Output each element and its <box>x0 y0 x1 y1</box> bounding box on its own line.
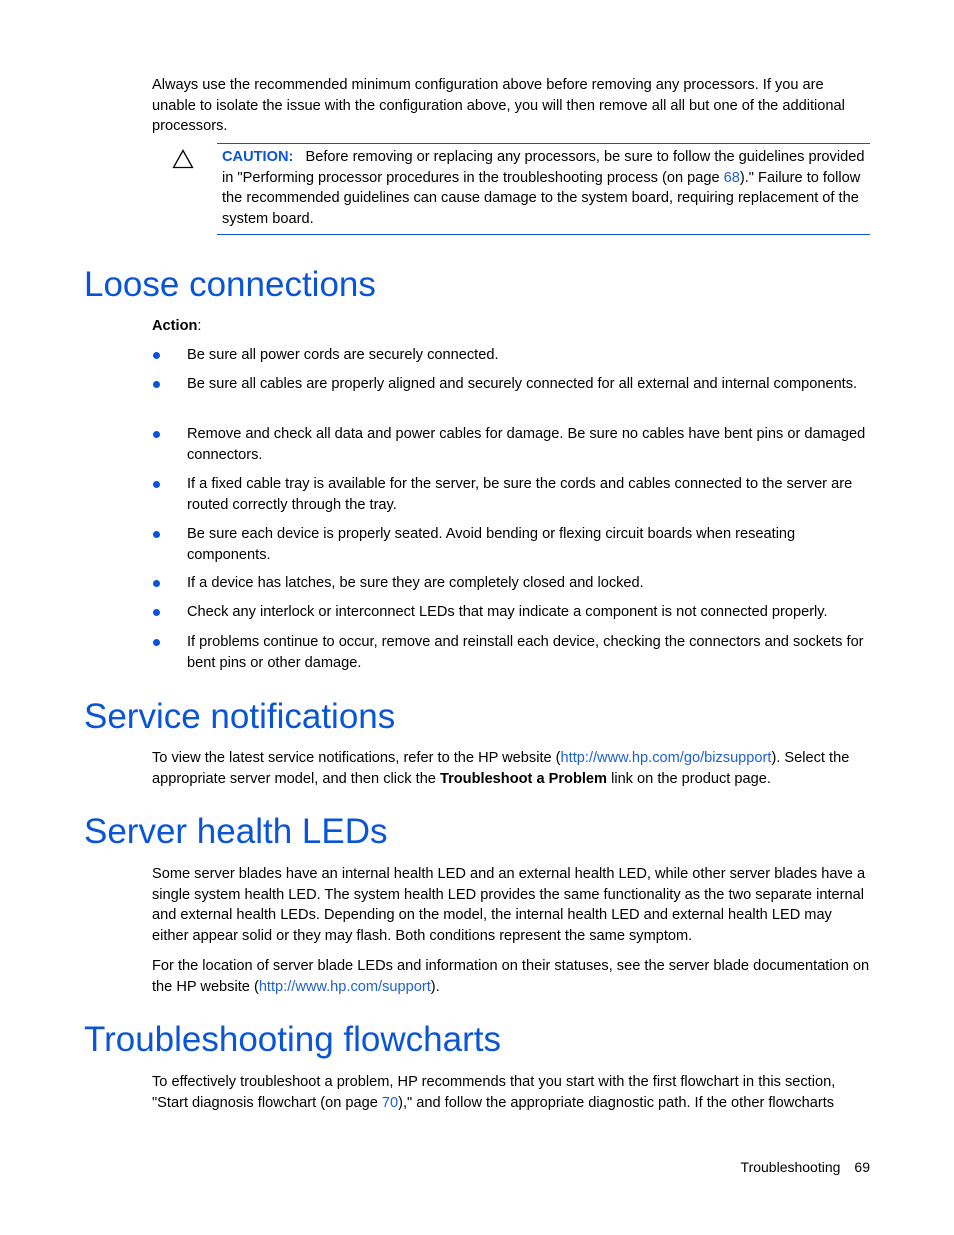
list-item-text: Check any interlock or interconnect LEDs that may indicate a component is not connected properly. <box>187 604 828 620</box>
troubleshoot-problem-label: Troubleshoot a Problem <box>439 770 608 787</box>
list-item-text: Be sure all cables are properly aligned and securely connected for all external and internal components. <box>187 376 858 392</box>
caution-page-link[interactable]: 68 <box>723 169 740 186</box>
caution-text <box>222 147 868 230</box>
health-text-after: ). <box>430 978 440 995</box>
bullet-icon <box>153 481 160 488</box>
flow-text-before: To effectively troubleshoot a problem, HP recommends that you start with the first flowchart in this section, "Start diagnosis flowchart (on page <box>152 1074 836 1111</box>
bullet-icon <box>153 580 160 587</box>
health-paragraph-1: Some server blades have an internal health LED and an external health LED, while other server blades have a single system health LED. The system health LED provides the same functionality as the two separate internal and external health LEDs. Depending on the model, the internal health LED and external health LED may either appear solid or they may flash. Both conditions represent the same symptom. <box>152 866 866 945</box>
caution-label: CAUTION: <box>222 149 294 165</box>
flow-text-after: )," and follow the appropriate diagnostic path. If the other flowcharts <box>398 1094 835 1111</box>
bullet-icon <box>153 639 160 646</box>
flowcharts-paragraph <box>152 1072 870 1113</box>
list-item-text: If a fixed cable tray is available for the server, be sure the cords and cables connected to the server are routed correctly through the tray. <box>187 476 853 513</box>
support-link[interactable]: http://www.hp.com/support <box>258 978 431 995</box>
list-item-text: If a device has latches, be sure they are completely closed and locked. <box>187 575 644 591</box>
list-item-text: Be sure each device is properly seated. Avoid bending or flexing circuit boards when reseating components. <box>187 526 796 563</box>
heading-server-health-leds: Server health LEDs <box>84 812 388 851</box>
service-text-1: To view the latest service notifications, refer to the HP website ( <box>152 750 561 766</box>
bullet-icon <box>153 381 160 388</box>
footer-page-number: 69 <box>854 1159 870 1175</box>
bullet-icon <box>153 431 160 438</box>
service-paragraph <box>152 748 870 789</box>
caution-triangle-icon <box>172 149 194 169</box>
footer-section: Troubleshooting <box>740 1159 841 1175</box>
heading-service-notifications: Service notifications <box>84 697 396 736</box>
bullet-icon <box>153 531 160 538</box>
service-text-3: link on the product page. <box>607 770 771 787</box>
page-footer <box>741 1157 870 1177</box>
list-item-text: Be sure all power cords are securely connected. <box>187 347 499 363</box>
action-line <box>152 316 870 337</box>
list-item-text: Remove and check all data and power cables for damage. Be sure no cables have bent pins or damaged connectors. <box>187 426 866 463</box>
flow-page-link[interactable]: 70 <box>381 1094 399 1111</box>
heading-troubleshooting-flowcharts: Troubleshooting flowcharts <box>84 1020 501 1059</box>
bullet-icon <box>153 352 160 359</box>
list-item-text: If problems continue to occur, remove and reinstall each device, checking the connectors and sockets for bent pins or other damage. <box>187 634 864 671</box>
action-colon: : <box>197 318 202 334</box>
service-text-2: ). Select the appropriate server model, and then click the <box>152 750 850 787</box>
health-paragraph-2 <box>152 956 870 997</box>
health-text-before: For the location of server blade LEDs and information on their statuses, see the server blade documentation on the HP website ( <box>152 958 870 995</box>
bullet-icon <box>153 609 160 616</box>
intro-paragraph: Always use the recommended minimum configuration above before removing any processors. If you are unable to isolate the issue with the configuration above, you will then remove all all but one of the additional processors. <box>152 77 845 135</box>
caution-text-before: Before removing or replacing any processors, be sure to follow the guidelines provided in "Performing processor procedures in the troubleshooting process (on page <box>222 149 865 186</box>
bizsupport-link[interactable]: http://www.hp.com/go/bizsupport <box>560 750 772 766</box>
action-label: Action <box>152 318 198 334</box>
caution-text-after: )." Failure to follow the recommended guidelines can cause damage to the system board, requiring replacement of the system board. <box>222 169 861 228</box>
heading-loose-connections: Loose connections <box>84 265 376 304</box>
